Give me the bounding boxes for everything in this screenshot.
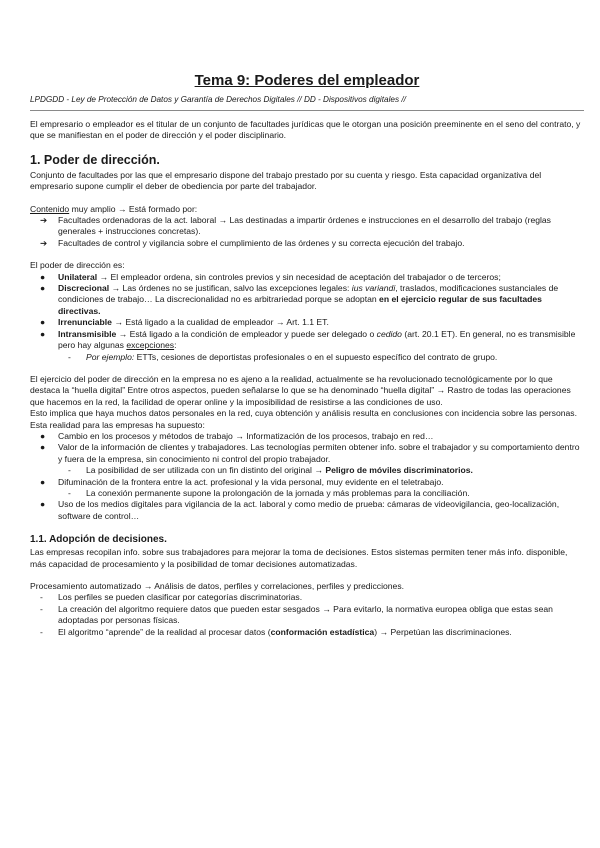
realidad-paragraph-1: El ejercicio del poder de dirección en la empresa no es ajeno a la realidad, actualmente se ha revolucionado tecnológicamente por lo que destaca la “huella digital” Entre otros aspectos, pueden señalarse lo que se ha denominado “huella digital” → Rastro de todas las operaciones que hacemos en la red, la facilidad de operar online y la imposibilidad de resistirse a las condiciones de uso.	[30, 373, 571, 407]
dash-icon: -	[68, 351, 71, 362]
procesamiento-list	[30, 592, 584, 638]
list-item: ● Unilateral → El empleador ordena, sin controles previos y sin necesidad de aceptación del trabajador o de terceros;	[40, 271, 501, 282]
section-1-1-heading: 1.1. Adopción de decisiones.	[30, 534, 167, 546]
list-item: ● Irrenunciable → Está ligado a la cualidad de empleador → Art. 1.1 ET.	[40, 317, 329, 328]
bullet-icon: ●	[40, 442, 46, 453]
contenido-text: muy amplio → Está formado por:	[69, 203, 198, 214]
sub-list	[30, 465, 584, 476]
contenido-paragraph	[30, 204, 584, 215]
list-item: ● Valor de la información de clientes y trabajadores. Las tecnologías permiten obtener info. sobre el trabajador y su comportamiento dentro y fuera de la empresa, sin conocimiento ni control del propio trabajador. - La posibilidad de ser utilizada con un fin distinto del original → Peligro de móviles discriminatorios.	[30, 442, 584, 476]
list-item: ● Difuminación de la frontera entre la act. profesional y la vida personal, muy evidente en el teletrabajo. - La conexión permanente supone la prolongación de la jornada y más problemas para la conciliación.	[30, 477, 584, 500]
page-subtitle: LPDGDD - Ley de Protección de Datos y Garantía de Derechos Digitales // DD - Dispositivos digitales //	[30, 95, 406, 104]
traits-list	[30, 272, 584, 363]
list-item: ● Discrecional → Las órdenes no se justifican, salvo las excepciones legales: ius variandi, traslados, modificaciones sustanciales de condiciones de trabajo… La discrecionalidad no es arbitrariedad porque se adoptan en el ejercicio regular de sus facultades directivas.	[40, 283, 559, 316]
arrow-bullet-icon: ➔	[40, 215, 48, 226]
bullet-icon: ●	[40, 271, 46, 282]
procesamiento-paragraph: Procesamiento automatizado → Análisis de datos, perfiles y correlaciones, perfiles y predicciones.	[30, 581, 405, 591]
list-item: - Los perfiles se pueden clasificar por categorías discriminatorias.	[40, 592, 303, 603]
list-item: ➔ Facultades ordenadoras de la act. laboral → Las destinadas a impartir órdenes e instrucciones en el desarrollo del trabajo (reglas generales + instrucciones concretas).	[40, 215, 551, 237]
bullet-icon: ●	[40, 430, 46, 441]
contenido-label: Contenido	[30, 203, 70, 214]
dash-icon: -	[40, 626, 43, 637]
realidad-paragraph-2: Esto implica que haya muchos datos personales en la red, cuya obtención y análisis resulta en conclusiones con incidencia sobre las personas. Esta realidad para las empresas ha supuesto:	[30, 408, 577, 430]
list-item: ● Uso de los medios digitales para vigilancia de la act. laboral y como medio de prueba: cámaras de videovigilancia, geo-localización, software de control…	[40, 499, 560, 521]
section-1-definition: Conjunto de facultades por las que el empresario dispone del trabajo prestado por su cuenta y riesgo. Esta capacidad organizativa del empresario supone cumplir el deber de obediencia por parte del trabajador.	[30, 169, 542, 192]
page-title: Tema 9: Poderes del empleador	[194, 72, 420, 89]
list-item: - El algoritmo “aprende” de la realidad al procesar datos (conformación estadística) → Perpetúan las discriminaciones.	[40, 626, 512, 637]
list-item: - La conexión permanente supone la prolongación de la jornada y más problemas para la conciliación.	[68, 487, 470, 498]
bullet-icon: ●	[40, 328, 46, 339]
bullet-icon: ●	[40, 317, 46, 328]
sub-list	[30, 488, 584, 499]
list-item: - Por ejemplo: ETTs, cesiones de deportistas profesionales o en el supuesto específico del contrato de grupo.	[68, 351, 498, 362]
list-item: - La posibilidad de ser utilizada con un fin distinto del original → Peligro de móviles discriminatorios.	[68, 465, 473, 476]
contenido-list	[30, 215, 584, 249]
list-item: - La creación del algoritmo requiere datos que pueden estar sesgados → Para evitarlo, la normativa europea obliga que estas sean adoptadas por personas físicas.	[40, 603, 553, 626]
list-item: ● Cambio en los procesos y métodos de trabajo → Informatización de los procesos, trabajo en red…	[40, 430, 434, 441]
bullet-icon: ●	[40, 476, 46, 487]
dash-icon: -	[40, 603, 43, 614]
bullet-icon: ●	[40, 283, 46, 294]
arrow-bullet-icon: ➔	[40, 237, 48, 248]
header-divider	[30, 110, 584, 111]
bullet-icon: ●	[40, 499, 46, 510]
poder-es-paragraph: El poder de dirección es:	[30, 260, 125, 271]
supuesto-list	[30, 431, 584, 522]
dash-icon: -	[68, 487, 71, 498]
dash-icon: -	[68, 465, 71, 476]
section-1-1-paragraph: Las empresas recopilan info. sobre sus trabajadores para mejorar la toma de decisiones. Estos sistemas permiten tener más info. disponible, más capacidad de procesamiento y la posibilidad de tomar decisiones automatizadas.	[30, 547, 568, 569]
intro-paragraph: El empresario o empleador es el titular de un conjunto de facultades jurídicas que le otorgan una posición preeminente en el seno del contrato, y que se manifiestan en el poder de dirección y el poder disciplinario.	[30, 119, 581, 141]
list-item: ● Intransmisible → Está ligado a la condición de empleador y puede ser delegado o cedido (art. 20.1 ET). En general, no es transmisible pero hay algunas excepciones: - Por ejemplo: ETTs, cesiones de deportistas profesionales o en el supuesto específico del contrato de grupo.	[30, 329, 584, 363]
section-1-heading: 1. Poder de dirección.	[30, 152, 160, 167]
sub-list	[30, 352, 584, 363]
list-item: ➔ Facultades de control y vigilancia sobre el cumplimiento de las órdenes y su correcta ejecución del trabajo.	[40, 237, 465, 248]
document-page	[30, 72, 584, 638]
dash-icon: -	[40, 592, 43, 603]
